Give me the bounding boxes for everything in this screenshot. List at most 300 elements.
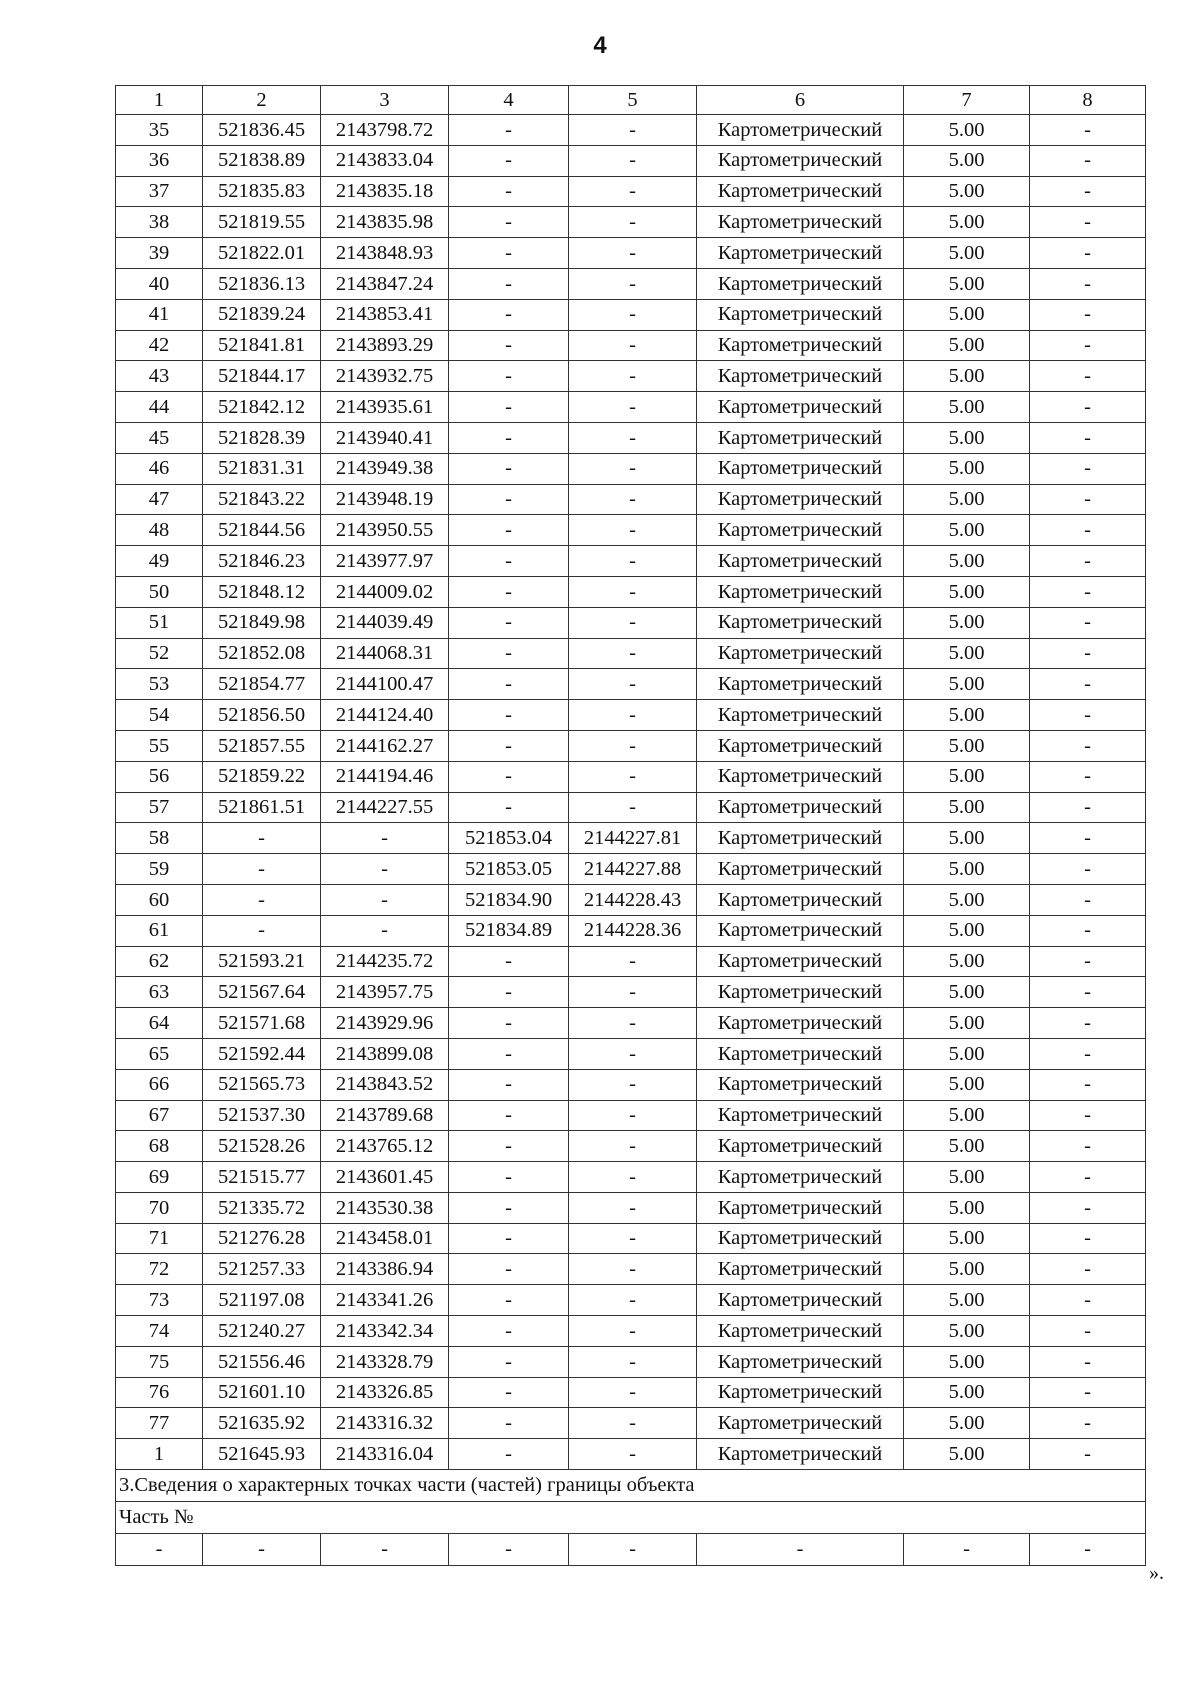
table-cell: - [1030, 915, 1146, 946]
table-cell: 521835.83 [203, 176, 321, 207]
table-cell: 61 [116, 915, 203, 946]
table-cell: 521836.45 [203, 115, 321, 146]
table-cell: - [449, 761, 569, 792]
table-cell: Картометрический [697, 1408, 904, 1439]
table-cell: - [1030, 238, 1146, 269]
table-row [116, 1162, 1146, 1193]
table-cell: - [569, 730, 697, 761]
table-cell: 5.00 [904, 422, 1030, 453]
table-cell: - [1030, 176, 1146, 207]
table-row [116, 176, 1146, 207]
table-cell: 64 [116, 1008, 203, 1039]
table-cell: 521853.04 [449, 823, 569, 854]
table-cell: 5.00 [904, 946, 1030, 977]
table-cell: - [1030, 1008, 1146, 1039]
table-cell: 5.00 [904, 730, 1030, 761]
table-row [116, 361, 1146, 392]
table-cell: 5.00 [904, 1131, 1030, 1162]
table-cell: 2144235.72 [321, 946, 449, 977]
table-cell: Картометрический [697, 730, 904, 761]
table-cell: 521828.39 [203, 422, 321, 453]
table-cell: - [449, 268, 569, 299]
table-cell: 521838.89 [203, 145, 321, 176]
table-cell: - [449, 422, 569, 453]
table-row [116, 1285, 1146, 1316]
table-cell: - [1030, 576, 1146, 607]
table-cell: 521593.21 [203, 946, 321, 977]
table-cell: - [569, 1408, 697, 1439]
table-row [116, 299, 1146, 330]
table-cell: Картометрический [697, 207, 904, 238]
table-cell: Картометрический [697, 546, 904, 577]
table-cell: 5.00 [904, 546, 1030, 577]
table-cell: 521257.33 [203, 1254, 321, 1285]
table-cell: 5.00 [904, 361, 1030, 392]
table-cell: 5.00 [904, 700, 1030, 731]
table-cell: Картометрический [697, 484, 904, 515]
table-cell: 5.00 [904, 1223, 1030, 1254]
table-cell: 2143341.26 [321, 1285, 449, 1316]
table-cell: - [569, 1162, 697, 1193]
table-cell: 5.00 [904, 238, 1030, 269]
table-cell: - [904, 1534, 1030, 1566]
table-cell: - [321, 915, 449, 946]
column-header: 3 [321, 86, 449, 115]
table-cell: - [449, 1285, 569, 1316]
table-cell: 5.00 [904, 1439, 1030, 1470]
table-row [116, 1223, 1146, 1254]
table-cell: 521846.23 [203, 546, 321, 577]
table-cell: - [1030, 1192, 1146, 1223]
table-cell: Картометрический [697, 977, 904, 1008]
table-cell: Картометрический [697, 299, 904, 330]
table-cell: 2143328.79 [321, 1346, 449, 1377]
table-row [116, 268, 1146, 299]
table-cell: 2143458.01 [321, 1223, 449, 1254]
table-cell: - [449, 1131, 569, 1162]
table-cell: Картометрический [697, 761, 904, 792]
table-cell: 521834.89 [449, 915, 569, 946]
table-cell: 2143835.98 [321, 207, 449, 238]
table-cell: - [569, 1316, 697, 1347]
table-cell: - [569, 792, 697, 823]
table-cell: 5.00 [904, 145, 1030, 176]
table-cell: 5.00 [904, 607, 1030, 638]
table-cell: - [449, 1346, 569, 1377]
table-cell: Картометрический [697, 1131, 904, 1162]
table-cell: Картометрический [697, 1192, 904, 1223]
table-cell: - [569, 1254, 697, 1285]
table-cell: Картометрический [697, 176, 904, 207]
table-cell: 521515.77 [203, 1162, 321, 1193]
table-cell: 76 [116, 1377, 203, 1408]
table-cell: - [1030, 823, 1146, 854]
table-cell: - [569, 1100, 697, 1131]
section-title-row [116, 1470, 1146, 1502]
table-cell: - [1030, 422, 1146, 453]
table-cell: - [449, 176, 569, 207]
table-cell: 40 [116, 268, 203, 299]
table-row [116, 422, 1146, 453]
table-cell: - [569, 361, 697, 392]
table-cell: - [1030, 700, 1146, 731]
table-cell: Картометрический [697, 515, 904, 546]
table-cell: - [1030, 299, 1146, 330]
table-cell: Картометрический [697, 792, 904, 823]
table-cell: 5.00 [904, 392, 1030, 423]
table-cell: 66 [116, 1069, 203, 1100]
table-cell: 2144228.43 [569, 884, 697, 915]
table-cell: 5.00 [904, 854, 1030, 885]
table-cell: - [1030, 515, 1146, 546]
table-cell: 2143949.38 [321, 453, 449, 484]
table-cell: - [449, 546, 569, 577]
table-cell: - [1030, 1346, 1146, 1377]
table-cell: 5.00 [904, 330, 1030, 361]
table-cell: - [449, 1008, 569, 1039]
table-cell: 5.00 [904, 176, 1030, 207]
table-cell: 5.00 [904, 268, 1030, 299]
table-cell: 521841.81 [203, 330, 321, 361]
table-cell: - [1030, 207, 1146, 238]
table-cell: Картометрический [697, 1069, 904, 1100]
table-cell: Картометрический [697, 1285, 904, 1316]
table-cell: 521635.92 [203, 1408, 321, 1439]
table-cell: - [569, 330, 697, 361]
table-cell: - [1030, 607, 1146, 638]
table-cell: - [569, 1223, 697, 1254]
table-cell: - [569, 977, 697, 1008]
table-row [116, 1316, 1146, 1347]
table-cell: 2143530.38 [321, 1192, 449, 1223]
table-cell: Картометрический [697, 1316, 904, 1347]
table-cell: - [569, 453, 697, 484]
table-cell: - [1030, 1100, 1146, 1131]
table-cell: - [449, 1038, 569, 1069]
table-cell: 53 [116, 669, 203, 700]
table-cell: - [569, 484, 697, 515]
table-cell: - [449, 977, 569, 1008]
table-cell: - [569, 299, 697, 330]
table-cell: 5.00 [904, 453, 1030, 484]
table-cell: - [569, 761, 697, 792]
table-row [116, 453, 1146, 484]
table-cell: 521856.50 [203, 700, 321, 731]
table-cell: 2144228.36 [569, 915, 697, 946]
table-cell: - [1030, 392, 1146, 423]
table-cell: 70 [116, 1192, 203, 1223]
table-cell: - [1030, 145, 1146, 176]
table-cell: 2143601.45 [321, 1162, 449, 1193]
column-header: 6 [697, 86, 904, 115]
table-cell: 5.00 [904, 1346, 1030, 1377]
table-cell: - [569, 1131, 697, 1162]
table-cell: 2143798.72 [321, 115, 449, 146]
table-cell: - [569, 1534, 697, 1566]
table-cell: Картометрический [697, 392, 904, 423]
table-cell: - [569, 546, 697, 577]
table-cell: 43 [116, 361, 203, 392]
table-cell: - [449, 1069, 569, 1100]
table-cell: 521601.10 [203, 1377, 321, 1408]
table-cell: 521567.64 [203, 977, 321, 1008]
table-cell: - [1030, 761, 1146, 792]
table-cell: - [1030, 1377, 1146, 1408]
table-cell: - [449, 1162, 569, 1193]
table-cell: 49 [116, 546, 203, 577]
table-cell: 77 [116, 1408, 203, 1439]
table-cell: 2144009.02 [321, 576, 449, 607]
table-cell: 2144039.49 [321, 607, 449, 638]
table-cell: 69 [116, 1162, 203, 1193]
column-header: 7 [904, 86, 1030, 115]
table-cell: - [1030, 330, 1146, 361]
table-cell: - [1030, 1131, 1146, 1162]
part-label: Часть № [116, 1502, 1146, 1534]
table-cell: - [569, 576, 697, 607]
table-cell: - [1030, 977, 1146, 1008]
table-cell: 57 [116, 792, 203, 823]
table-cell: - [569, 607, 697, 638]
table-cell: 521592.44 [203, 1038, 321, 1069]
table-cell: Картометрический [697, 422, 904, 453]
table-cell: - [1030, 1223, 1146, 1254]
table-cell: Картометрический [697, 1346, 904, 1377]
table-cell: 521197.08 [203, 1285, 321, 1316]
table-cell: 5.00 [904, 1408, 1030, 1439]
table-cell: 521861.51 [203, 792, 321, 823]
table-cell: 5.00 [904, 115, 1030, 146]
table-cell: 521842.12 [203, 392, 321, 423]
table-cell: - [449, 576, 569, 607]
table-cell: - [321, 823, 449, 854]
table-cell: - [569, 238, 697, 269]
table-cell: 2143853.41 [321, 299, 449, 330]
table-cell: Картометрический [697, 1008, 904, 1039]
coordinates-table [115, 85, 1146, 1566]
column-header: 1 [116, 86, 203, 115]
table-cell: - [203, 1534, 321, 1566]
table-cell: Картометрический [697, 1162, 904, 1193]
table-cell: 60 [116, 884, 203, 915]
table-cell: 63 [116, 977, 203, 1008]
table-row [116, 1131, 1146, 1162]
table-cell: 521857.55 [203, 730, 321, 761]
table-cell: 521822.01 [203, 238, 321, 269]
table-row [116, 576, 1146, 607]
table-cell: Картометрический [697, 576, 904, 607]
table-cell: 2143940.41 [321, 422, 449, 453]
table-cell: - [449, 638, 569, 669]
table-row [116, 915, 1146, 946]
table-row [116, 1377, 1146, 1408]
table-cell: Картометрический [697, 823, 904, 854]
table-cell: 521853.05 [449, 854, 569, 885]
table-cell: 5.00 [904, 761, 1030, 792]
table-cell: - [1030, 361, 1146, 392]
table-cell: 2143935.61 [321, 392, 449, 423]
section-title: 3.Сведения о характерных точках части (частей) границы объекта [116, 1470, 1146, 1502]
table-cell: 2144227.81 [569, 823, 697, 854]
table-row [116, 1008, 1146, 1039]
table-cell: 521335.72 [203, 1192, 321, 1223]
table-row [116, 1192, 1146, 1223]
table-cell: Картометрический [697, 607, 904, 638]
table-cell: - [449, 1223, 569, 1254]
table-cell: 67 [116, 1100, 203, 1131]
table-cell: - [569, 946, 697, 977]
table-cell: 54 [116, 700, 203, 731]
table-cell: 36 [116, 145, 203, 176]
table-cell: Картометрический [697, 700, 904, 731]
table-cell: Картометрический [697, 1377, 904, 1408]
table-cell: - [449, 669, 569, 700]
table-cell: - [569, 638, 697, 669]
table-cell: Картометрический [697, 361, 904, 392]
table-row [116, 207, 1146, 238]
table-cell: - [449, 1408, 569, 1439]
table-cell: - [569, 700, 697, 731]
table-cell: - [569, 1008, 697, 1039]
table-cell: - [569, 176, 697, 207]
table-cell: 5.00 [904, 669, 1030, 700]
table-cell: 2143950.55 [321, 515, 449, 546]
table-cell: - [1030, 946, 1146, 977]
table-cell: 38 [116, 207, 203, 238]
table-cell: 2143948.19 [321, 484, 449, 515]
table-cell: 39 [116, 238, 203, 269]
table-cell: - [569, 392, 697, 423]
table-cell: - [449, 1439, 569, 1470]
table-cell: - [449, 238, 569, 269]
table-cell: 2143342.34 [321, 1316, 449, 1347]
table-cell: 5.00 [904, 484, 1030, 515]
table-cell: 58 [116, 823, 203, 854]
table-cell: 2143977.97 [321, 546, 449, 577]
table-cell: - [569, 1038, 697, 1069]
table-cell: 5.00 [904, 207, 1030, 238]
table-cell: 521528.26 [203, 1131, 321, 1162]
table-cell: 72 [116, 1254, 203, 1285]
table-cell: Картометрический [697, 145, 904, 176]
table-cell: 68 [116, 1131, 203, 1162]
table-cell: 42 [116, 330, 203, 361]
table-cell: 2143929.96 [321, 1008, 449, 1039]
table-cell: - [449, 515, 569, 546]
table-cell: 2143765.12 [321, 1131, 449, 1162]
table-row [116, 700, 1146, 731]
table-cell: 2144227.88 [569, 854, 697, 885]
table-cell: - [569, 422, 697, 453]
table-cell: Картометрический [697, 915, 904, 946]
part-label-row [116, 1502, 1146, 1534]
table-cell: - [449, 207, 569, 238]
table-cell: 2143899.08 [321, 1038, 449, 1069]
table-cell: - [449, 946, 569, 977]
table-cell: 2143848.93 [321, 238, 449, 269]
table-cell: 521240.27 [203, 1316, 321, 1347]
table-row [116, 607, 1146, 638]
table-cell: - [449, 484, 569, 515]
table-cell: 71 [116, 1223, 203, 1254]
table-cell: - [1030, 730, 1146, 761]
table-cell: 2144068.31 [321, 638, 449, 669]
table-cell: 2143847.24 [321, 268, 449, 299]
table-cell: 5.00 [904, 915, 1030, 946]
table-cell: 44 [116, 392, 203, 423]
table-cell: - [321, 884, 449, 915]
table-cell: - [569, 515, 697, 546]
table-cell: - [1030, 115, 1146, 146]
table-cell: 521565.73 [203, 1069, 321, 1100]
table-cell: 2144162.27 [321, 730, 449, 761]
table-cell: 51 [116, 607, 203, 638]
table-cell: Картометрический [697, 115, 904, 146]
table-cell: 2144227.55 [321, 792, 449, 823]
table-cell: - [697, 1534, 904, 1566]
table-cell: 521571.68 [203, 1008, 321, 1039]
table-cell: - [203, 823, 321, 854]
table-cell: - [1030, 1285, 1146, 1316]
table-cell: Картометрический [697, 884, 904, 915]
table-cell: - [449, 115, 569, 146]
table-cell: 5.00 [904, 1254, 1030, 1285]
table-cell: 5.00 [904, 823, 1030, 854]
table-cell: 46 [116, 453, 203, 484]
table-cell: - [569, 1285, 697, 1316]
table-row [116, 946, 1146, 977]
table-cell: 2143833.04 [321, 145, 449, 176]
table-cell: 2143326.85 [321, 1377, 449, 1408]
table-cell: 37 [116, 176, 203, 207]
table-cell: 74 [116, 1316, 203, 1347]
table-cell: 5.00 [904, 1038, 1030, 1069]
table-cell: 521831.31 [203, 453, 321, 484]
table-cell: - [1030, 854, 1146, 885]
table-cell: 5.00 [904, 1192, 1030, 1223]
table-cell: Картометрический [697, 238, 904, 269]
empty-part-row [116, 1534, 1146, 1566]
table-row [116, 392, 1146, 423]
table-cell: 59 [116, 854, 203, 885]
table-row [116, 1346, 1146, 1377]
table-cell: 5.00 [904, 576, 1030, 607]
table-cell: - [449, 1192, 569, 1223]
table-cell: 2143932.75 [321, 361, 449, 392]
table-row [116, 115, 1146, 146]
table-cell: - [1030, 638, 1146, 669]
table-cell: 5.00 [904, 515, 1030, 546]
table-cell: 5.00 [904, 1069, 1030, 1100]
table-row [116, 1439, 1146, 1470]
table-cell: Картометрический [697, 669, 904, 700]
column-header: 5 [569, 86, 697, 115]
table-cell: 52 [116, 638, 203, 669]
table-cell: 56 [116, 761, 203, 792]
table-cell: 48 [116, 515, 203, 546]
table-header-row [116, 86, 1146, 115]
table-cell: - [449, 145, 569, 176]
table-cell: 5.00 [904, 792, 1030, 823]
table-cell: - [1030, 669, 1146, 700]
table-cell: - [1030, 268, 1146, 299]
table-cell: Картометрический [697, 453, 904, 484]
table-cell: 35 [116, 115, 203, 146]
closing-mark: ». [1149, 1562, 1164, 1584]
table-cell: - [449, 700, 569, 731]
table-cell: - [1030, 1069, 1146, 1100]
table-cell: - [321, 1534, 449, 1566]
